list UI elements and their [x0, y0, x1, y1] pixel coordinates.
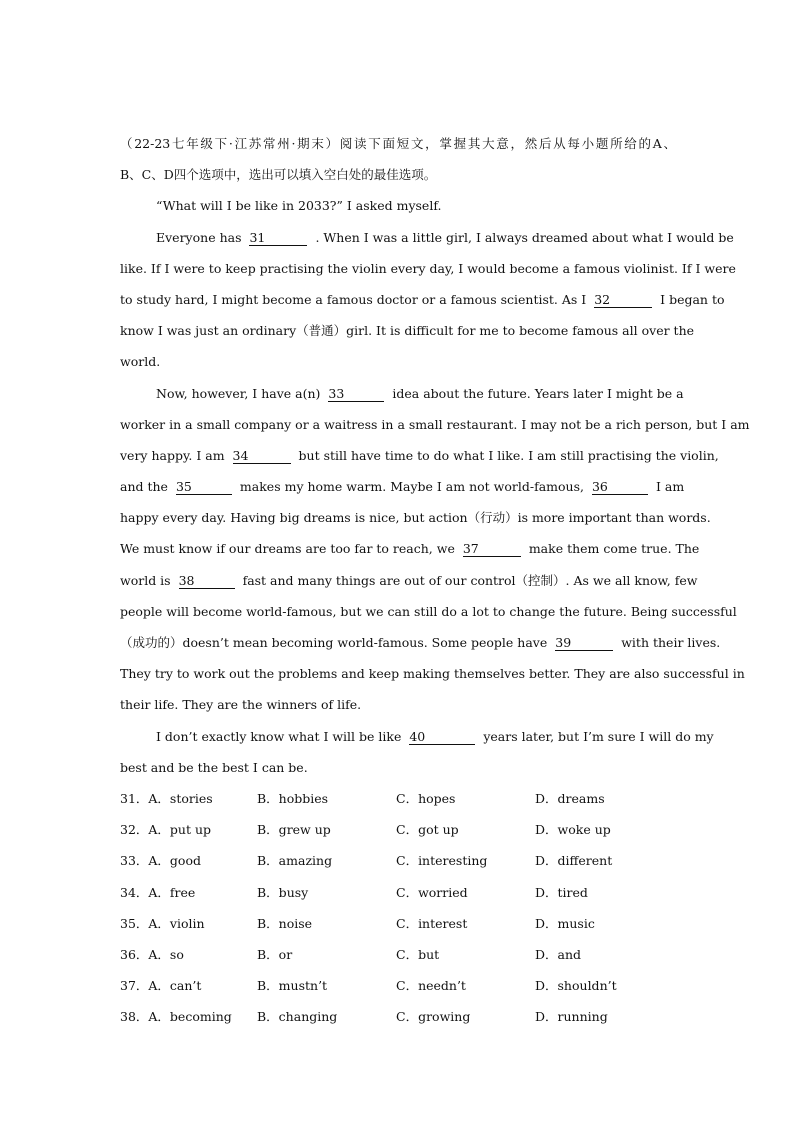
instructions-line-1: （22-23七年级下·江苏常州·期末）阅读下面短文，掌握其大意，然后从每小题所给的A、 — [120, 136, 676, 151]
option-b[interactable]: B．or — [257, 946, 293, 962]
passage-line: （成功的）doesn’t mean becoming world-famous. Some people have 39 with their lives. — [120, 635, 721, 650]
question-options-31 — [120, 783, 676, 814]
passage-line: to study hard, I might become a famous doctor or a famous scientist. As I 32 I began to — [120, 291, 725, 307]
option-b[interactable]: B．grew up — [257, 822, 331, 838]
option-b[interactable]: B．amazing — [257, 853, 333, 869]
question-options-36 — [120, 939, 676, 970]
blank-33: 33 — [328, 387, 384, 402]
passage-line: people will become world-famous, but we can still do a lot to change the future. Being successful — [120, 603, 737, 619]
question-number: 35． — [120, 915, 149, 931]
blank-37: 37 — [463, 542, 521, 557]
blank-35: 35 — [176, 480, 232, 495]
option-d[interactable]: D．tired — [535, 884, 588, 900]
option-d[interactable]: D．shouldn’t — [535, 978, 617, 994]
option-a[interactable]: A．becoming — [148, 1009, 232, 1025]
option-c[interactable]: C．got up — [396, 822, 459, 838]
instructions-line-2: B、C、D四个选项中，选出可以填入空白处的最佳选项。 — [120, 167, 437, 183]
question-options-34 — [120, 877, 676, 908]
passage-line: world. — [120, 354, 161, 370]
options-list — [120, 783, 676, 1033]
passage-line: know I was just an ordinary（普通）girl. It is difficult for me to become famous all over the — [120, 323, 695, 339]
blank-38: 38 — [179, 574, 235, 589]
passage-line: like. If I were to keep practising the violin every day, I would become a famous violinist. If I were — [120, 260, 736, 276]
question-number: 31． — [120, 790, 149, 806]
option-c[interactable]: C．interest — [396, 915, 468, 931]
exam-page — [120, 128, 750, 1032]
question-options-37 — [120, 970, 676, 1001]
option-a[interactable]: A．violin — [148, 915, 205, 931]
question-options-32 — [120, 814, 676, 845]
option-b[interactable]: B．changing — [257, 1009, 338, 1025]
passage-line: Everyone has 31 . When I was a little girl, I always dreamed about what I would be — [156, 229, 734, 245]
option-c[interactable]: C．interesting — [396, 853, 488, 869]
option-a[interactable]: A．so — [148, 946, 184, 962]
option-c[interactable]: C．needn’t — [396, 978, 466, 994]
option-b[interactable]: B．noise — [257, 915, 313, 931]
question-number: 37． — [120, 978, 149, 994]
option-b[interactable]: B．hobbies — [257, 790, 329, 806]
option-d[interactable]: D．and — [535, 946, 582, 962]
option-d[interactable]: D．woke up — [535, 822, 611, 838]
question-number: 34． — [120, 884, 149, 900]
question-number: 33． — [120, 853, 149, 869]
blank-39: 39 — [555, 636, 613, 651]
blank-40: 40 — [409, 730, 475, 745]
option-c[interactable]: C．hopes — [396, 790, 456, 806]
passage-line: their life. They are the winners of life. — [120, 697, 362, 713]
passage-line: and the 35 makes my home warm. Maybe I am not world-famous, 36 I am — [120, 479, 685, 495]
option-c[interactable]: C．growing — [396, 1009, 471, 1025]
passage-line: Now, however, I have a(n) 33 idea about the future. Years later I might be a — [156, 385, 684, 401]
option-a[interactable]: A．free — [148, 884, 196, 900]
question-options-38 — [120, 1001, 676, 1032]
option-b[interactable]: B．mustn’t — [257, 978, 328, 994]
option-a[interactable]: A．can’t — [148, 978, 202, 994]
passage-line: best and be the best I can be. — [120, 759, 308, 775]
passage-line: world is 38 fast and many things are out of our control（控制）. As we all know, few — [120, 572, 698, 588]
blank-31: 31 — [249, 231, 307, 246]
passage-line: I don’t exactly know what I will be like 40 years later, but I’m sure I will do my — [156, 728, 714, 744]
option-a[interactable]: A．good — [148, 853, 201, 869]
question-number: 36． — [120, 946, 149, 962]
passage-line: They try to work out the problems and keep making themselves better. They are also successful in — [120, 666, 745, 682]
blank-32: 32 — [594, 293, 652, 308]
passage-line: We must know if our dreams are too far to reach, we 37 make them come true. The — [120, 541, 700, 557]
blank-34: 34 — [233, 449, 291, 464]
option-c[interactable]: C．but — [396, 946, 440, 962]
question-options-33 — [120, 845, 676, 876]
option-a[interactable]: A．stories — [148, 790, 213, 806]
option-d[interactable]: D．running — [535, 1009, 608, 1025]
passage-opening-line: “What will I be like in 2033?” I asked myself. — [156, 198, 442, 214]
question-options-35 — [120, 908, 676, 939]
question-number: 38． — [120, 1009, 149, 1025]
option-a[interactable]: A．put up — [148, 822, 212, 838]
option-d[interactable]: D．different — [535, 853, 613, 869]
option-d[interactable]: D．dreams — [535, 790, 605, 806]
option-b[interactable]: B．busy — [257, 884, 309, 900]
passage-line: happy every day. Having big dreams is nice, but action（行动）is more important than words. — [120, 510, 711, 526]
question-number: 32． — [120, 822, 149, 838]
option-d[interactable]: D．music — [535, 915, 595, 931]
blank-36: 36 — [592, 480, 648, 495]
passage-line: very happy. I am 34 but still have time to do what I like. I am still practising the violin, — [120, 447, 719, 463]
passage-line: worker in a small company or a waitress in a small restaurant. I may not be a rich person, but I am — [120, 416, 750, 432]
option-c[interactable]: C．worried — [396, 884, 468, 900]
